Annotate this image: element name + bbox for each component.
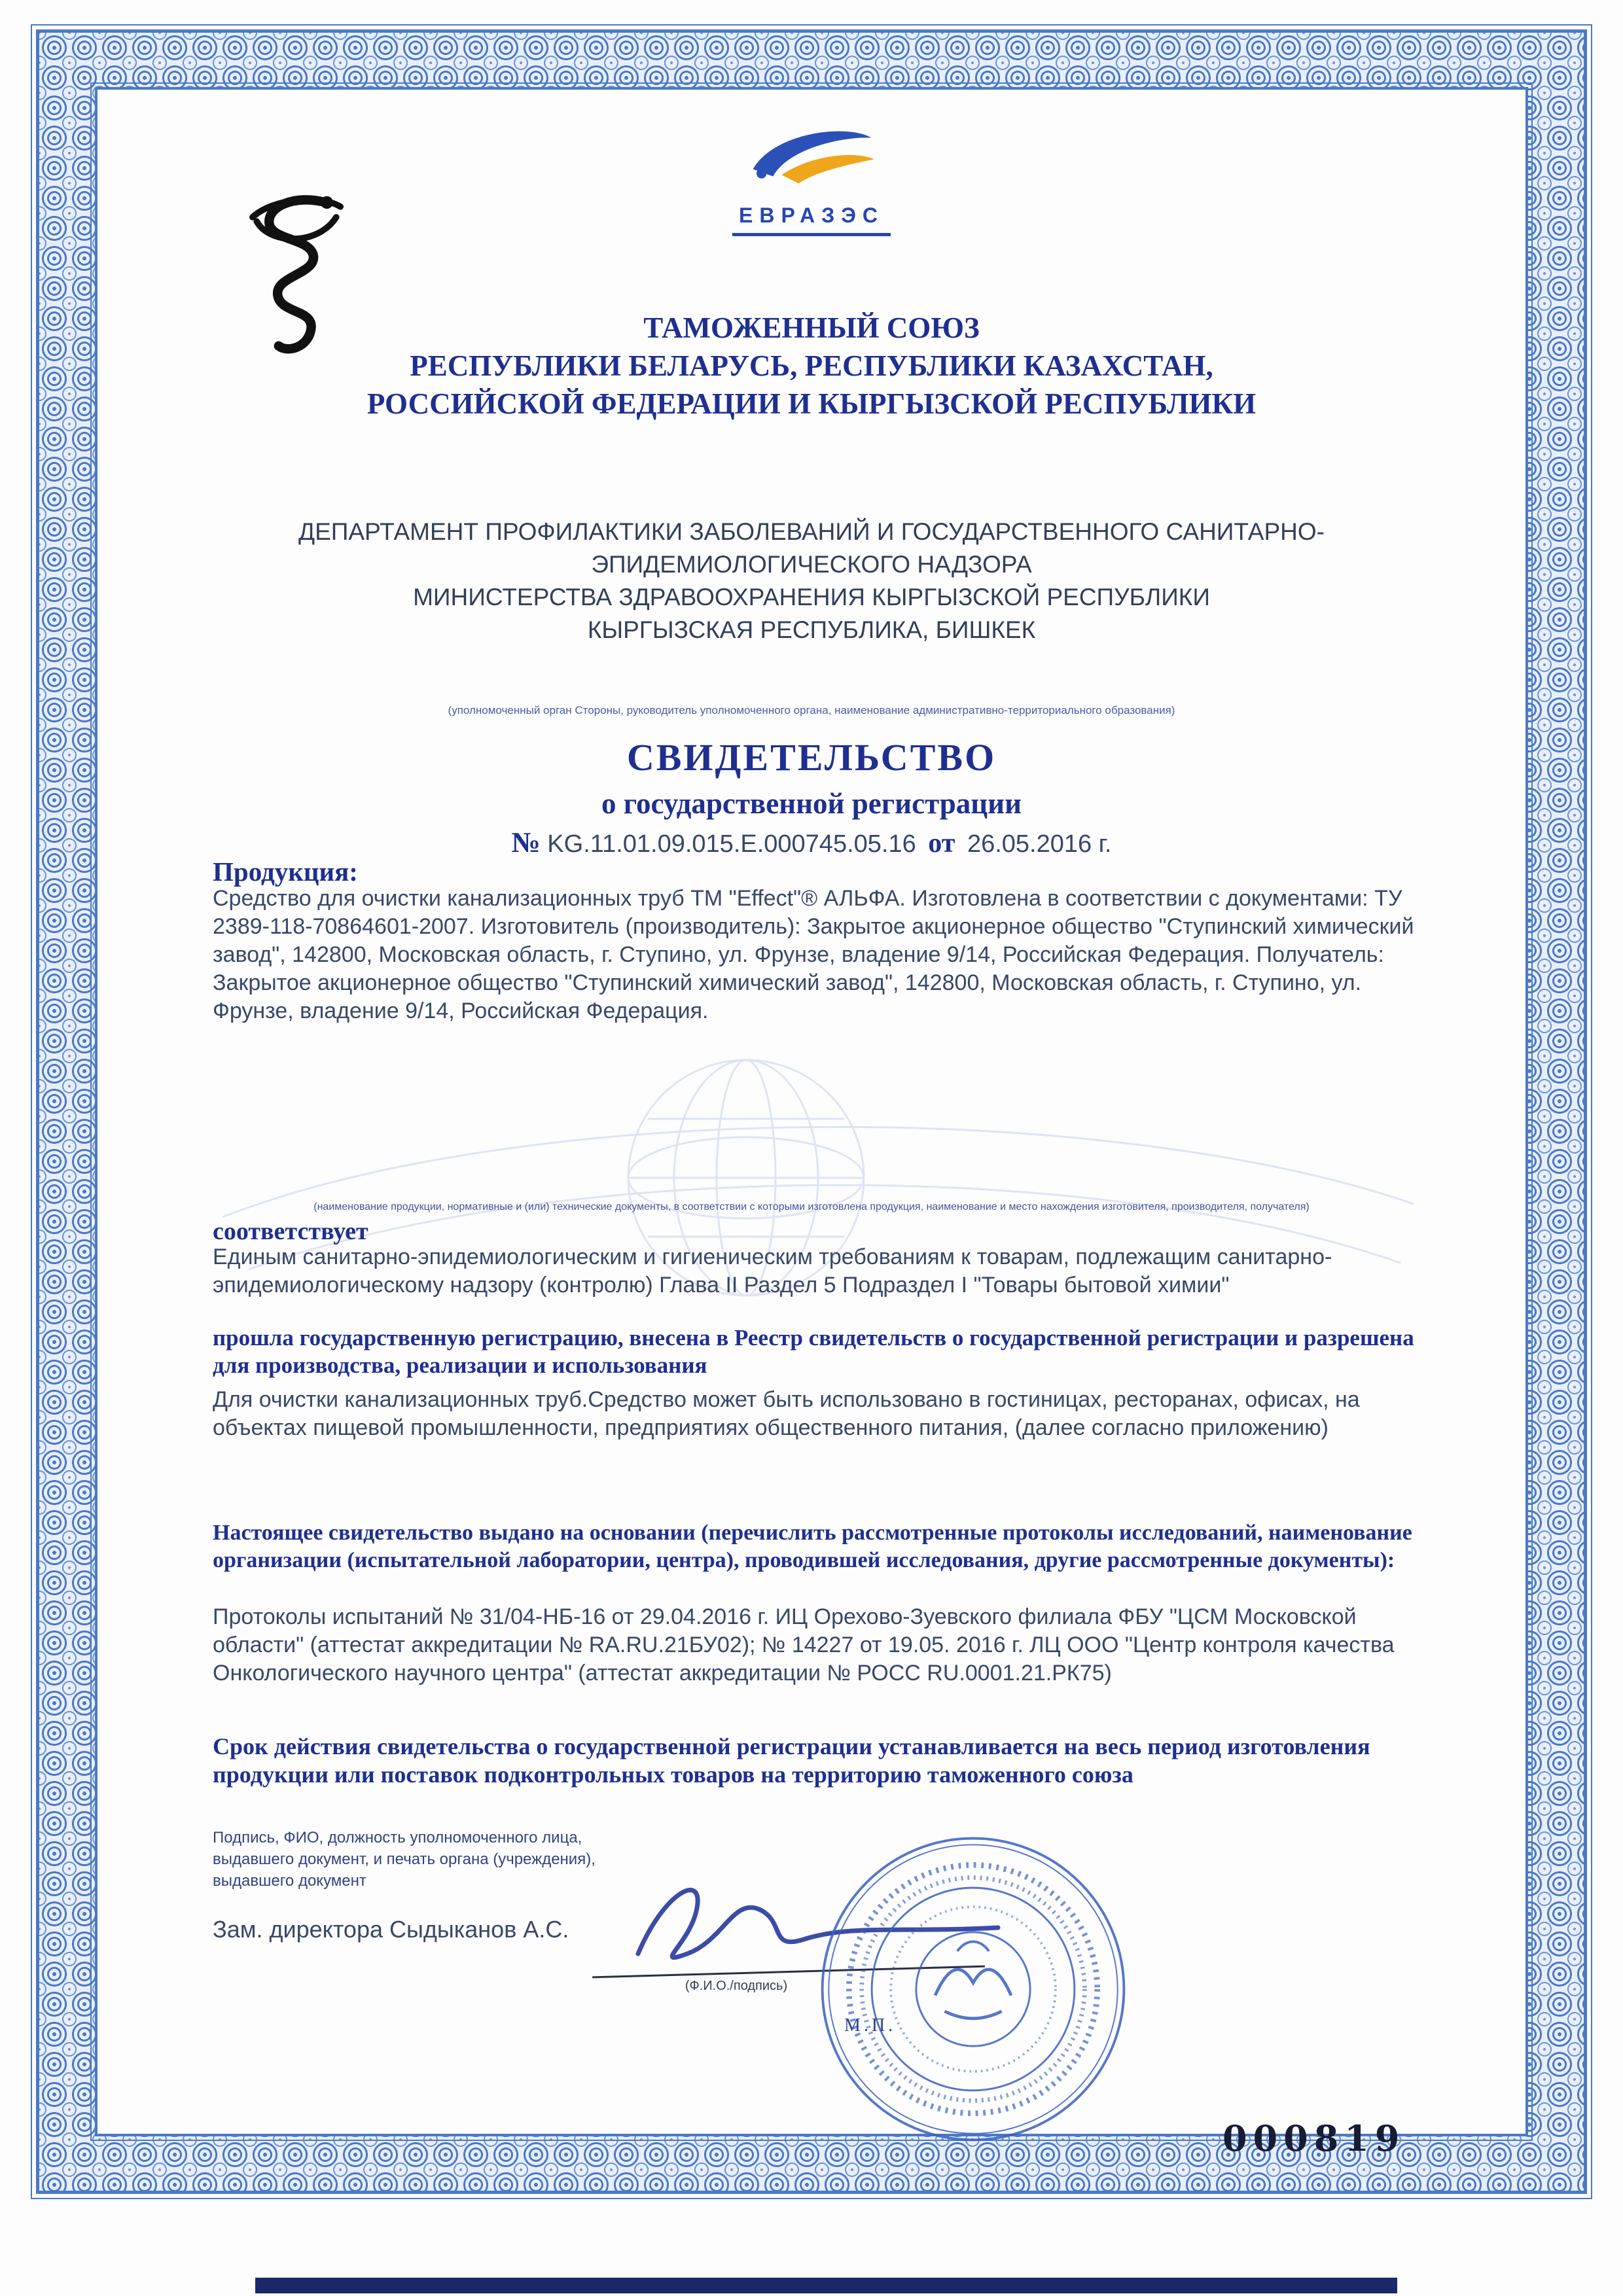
- union-line: ТАМОЖЕННЫЙ СОЮЗ: [643, 311, 980, 344]
- certificate-title: СВИДЕТЕЛЬСТВО: [626, 736, 997, 779]
- authority-line: ЭПИДЕМИОЛОГИЧЕСКОГО НАДЗОРА: [591, 551, 1032, 578]
- signature-caption: (Ф.И.О./подпись): [685, 1979, 788, 1993]
- certificate-number-line: [98, 826, 1525, 859]
- union-line: РОССИЙСКОЙ ФЕДЕРАЦИИ И КЫРГЫЗСКОЙ РЕСПУБЛИКИ: [366, 387, 1257, 420]
- basis-protocols: Протоколы испытаний № 31/04-НБ-16 от 29.04.2016 г. ИЦ Орехово-Зуевского филиала ФБУ "ЦСМ Московской области" (аттестат аккредитации № RA.RU.21БУ02); № 14227 от 19.05. 2016 г. ЛЦ ООО "Центр контроля качества Онкологического научного центра" (аттестат аккредитации № РОСС RU.0001.21.РК75): [213, 1604, 1395, 1686]
- date-preposition: от: [928, 828, 955, 858]
- basis-heading: Настоящее свидетельство выдано на основании (перечислить рассмотренные протоколы исследований, наименование организации (испытательной лаборатории, центра), проводившей исследования, другие рассмотренные документы):: [213, 1521, 1412, 1572]
- usage-scope: Для очистки канализационных труб.Средство может быть использовано в гостиницах, ресторанах, офисах, на объектах пищевой промышленности, предприятиях общественного питания, (далее согласно приложению): [213, 1387, 1360, 1440]
- signature-note-line: Подпись, ФИО, должность уполномоченного лица,: [213, 1829, 582, 1846]
- registration-statement: прошла государственную регистрацию, внесена в Реестр свидетельств о государственной регистрации и разрешена для производства, реализации и использования: [213, 1325, 1414, 1378]
- validity-statement: Срок действия свидетельства о государственной регистрации устанавливается на весь период изготовления продукции или поставок подконтрольных товаров на территорию таможенного союза: [213, 1733, 1370, 1788]
- certificate-subtitle: о государственной регистрации: [601, 787, 1022, 820]
- certificate-number: KG.11.01.09.015.E.000745.05.16: [547, 830, 916, 858]
- product-description: Средство для очистки канализационных труб ТМ "Effect"® АЛЬФА. Изготовлена в соответствии с документами: ТУ 2389-118-70864601-2007. Изготовитель (производитель): Закрытое акционерное общество "Ступинский химический завод", 142800, Московская область, г. Ступино, ул. Фрунзе, владение 9/14, Российская Федерация. Получатель: Закрытое акционерное общество "Ступинский химический завод", 142800, Московская область, г. Ступино, ул. Фрунзе, владение 9/14, Российская Федерация.: [213, 886, 1414, 1023]
- seal-place-mark: М.П.: [844, 2015, 897, 2036]
- authority-footnote: (уполномоченный орган Стороны, руководитель уполномоченного органа, наименование административно-территориального образования): [448, 704, 1175, 716]
- authority-line: КЫРГЫЗСКАЯ РЕСПУБЛИКА, БИШКЕК: [587, 616, 1036, 643]
- serial-number: 000819: [1222, 2117, 1406, 2159]
- bottom-scan-bar: [255, 2278, 1397, 2293]
- official-stamp: [815, 1831, 1132, 2147]
- authority-line: ДЕПАРТАМЕНТ ПРОФИЛАКТИКИ ЗАБОЛЕВАНИЙ И ГОСУДАРСТВЕННОГО САНИТАРНО-: [298, 518, 1325, 545]
- issuing-authority: [98, 516, 1525, 646]
- customs-union-heading: [98, 309, 1525, 423]
- union-line: РЕСПУБЛИКИ БЕЛАРУСЬ, РЕСПУБЛИКИ КАЗАХСТАН,: [410, 349, 1213, 382]
- eurasec-wordmark: ЕВРАЗЭС: [732, 203, 891, 236]
- signature-note-line: выдавшего документ, и печать органа (учреждения),: [213, 1850, 596, 1868]
- issue-date: 26.05.2016 г.: [967, 830, 1112, 858]
- eurasec-swoosh-icon: [736, 118, 887, 196]
- signature-note-line: выдавшего документ: [213, 1872, 366, 1890]
- signer-name: Зам. директора Сыдыканов А.С.: [213, 1916, 569, 1943]
- globe-watermark: [196, 1021, 1440, 1361]
- compliance-requirements: Единым санитарно-эпидемиологическим и гигиеническим требованиям к товарам, подлежащим санитарно-эпидемиологическому надзору (контролю) Глава II Раздел 5 Подраздел I "Товары бытовой химии": [213, 1245, 1332, 1298]
- compliance-heading: соответствует: [213, 1218, 368, 1245]
- eurasec-logo: [687, 118, 936, 236]
- product-footnote: (наименование продукции, нормативные и (или) технические документы, в соответствии с которыми изготовлена продукция, наименование и место нахождения изготовителя, производителя, получателя): [313, 1201, 1310, 1212]
- product-section-label: Продукция:: [213, 857, 358, 887]
- authority-line: МИНИСТЕРСТВА ЗДРАВООХРАНЕНИЯ КЫРГЫЗСКОЙ РЕСПУБЛИКИ: [413, 584, 1210, 610]
- number-sign: №: [511, 826, 541, 858]
